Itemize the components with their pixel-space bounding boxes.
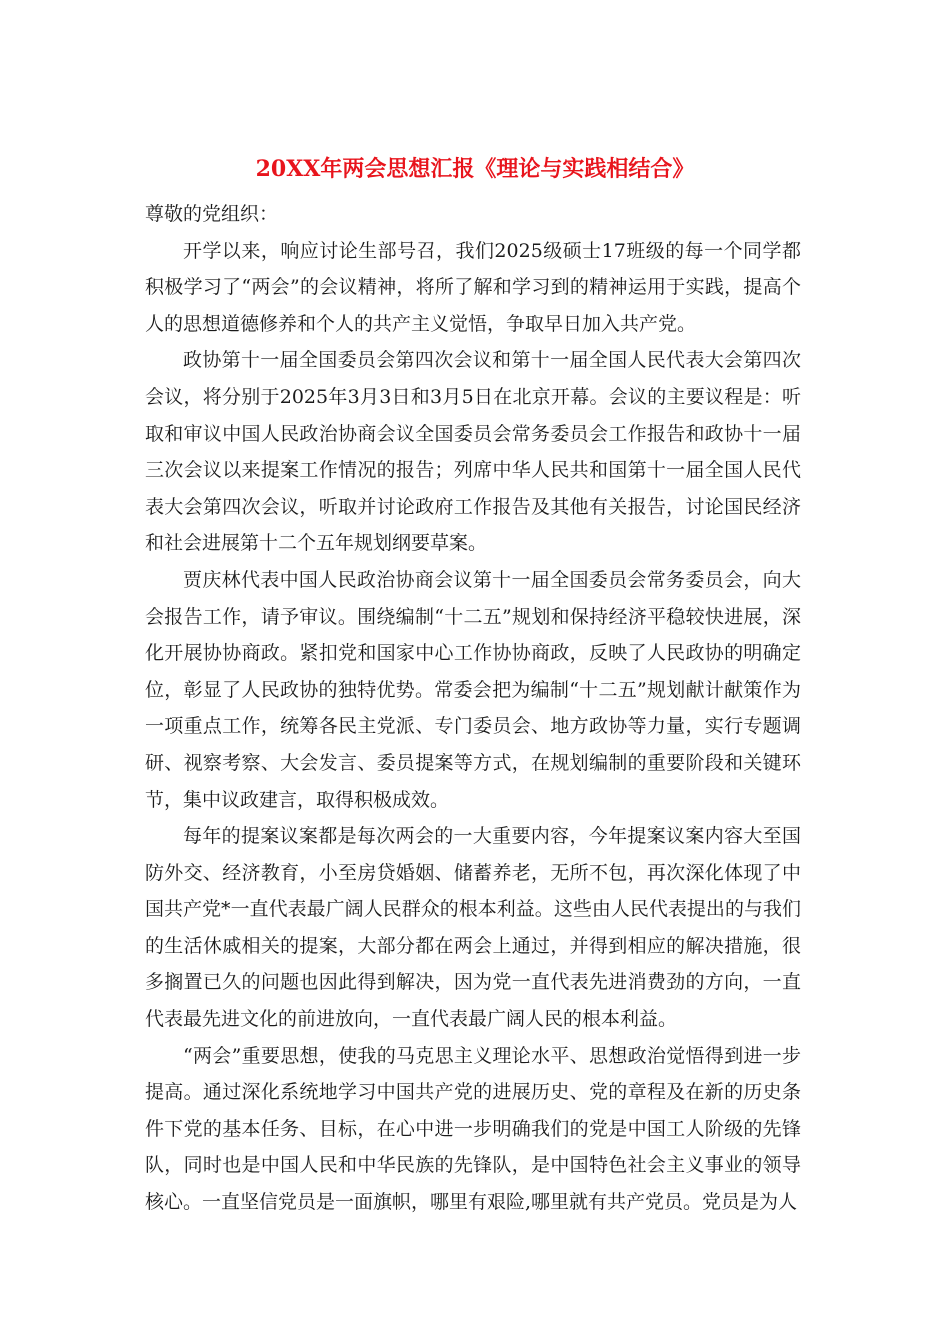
salutation: 尊敬的党组织：	[145, 203, 279, 225]
document-body	[145, 196, 801, 1221]
document-title: 20XX年两会思想汇报《理论与实践相结合》	[255, 156, 695, 182]
paragraph-3: 贾庆林代表中国人民政治协商会议第十一届全国委员会常务委员会，向大会报告工作，请予审议。围绕编制“十二五”规划和保持经济平稳较快进展，深化开展协协商政。紧扣党和国家中心工作协协商政，反映了人民政协的明确定位，彰显了人民政协的独特优势。常委会把为编制“十二五”规划献计献策作为一项重点工作，统筹各民主党派、专门委员会、地方政协等力量，实行专题调研、视察考察、大会发言、委员提案等方式，在规划编制的重要阶段和关键环节，集中议政建言，取得积极成效。	[145, 568, 801, 811]
paragraph-5: “两会”重要思想，使我的马克思主义理论水平、思想政治觉悟得到进一步提高。通过深化系统地学习中国共产党的进展历史、党的章程及在新的历史条件下党的基本任务、目标，在心中进一步明确我们的党是中国工人阶级的先锋队，同时也是中国人民和中华民族的先锋队，是中国特色社会主义事业的领导核心。一直坚信党员是一面旗帜，哪里有艰险,哪里就有共产党员。党员是为人	[145, 1044, 801, 1214]
paragraph-2: 政协第十一届全国委员会第四次会议和第十一届全国人民代表大会第四次会议，将分别于2025年3月3日和3月5日在北京开幕。会议的主要议程是：听取和审议中国人民政治协商会议全国委员会常务委员会工作报告和政协十一届三次会议以来提案工作情况的报告；列席中华人民共和国第十一届全国人民代表大会第四次会议，听取并讨论政府工作报告及其他有关报告，讨论国民经济和社会进展第十二个五年规划纲要草案。	[145, 349, 801, 555]
paragraph-1: 开学以来，响应讨论生部号召，我们2025级硕士17班级的每一个同学都积极学习了“两会”的会议精神，将所了解和学习到的精神运用于实践，提高个人的思想道德修养和个人的共产主义觉悟，争取早日加入共产党。	[145, 239, 801, 335]
paragraph-4: 每年的提案议案都是每次两会的一大重要内容，今年提案议案内容大至国防外交、经济教育，小至房贷婚姻、储蓄养老，无所不包，再次深化体现了中国共产党*一直代表最广阔人民群众的根本利益。这些由人民代表提出的与我们的生活休戚相关的提案，大部分都在两会上通过，并得到相应的解决措施，很多搁置已久的问题也因此得到解决，因为党一直代表先进消费劲的方向，一直代表最先进文化的前进放向，一直代表最广阔人民的根本利益。	[145, 825, 801, 1031]
